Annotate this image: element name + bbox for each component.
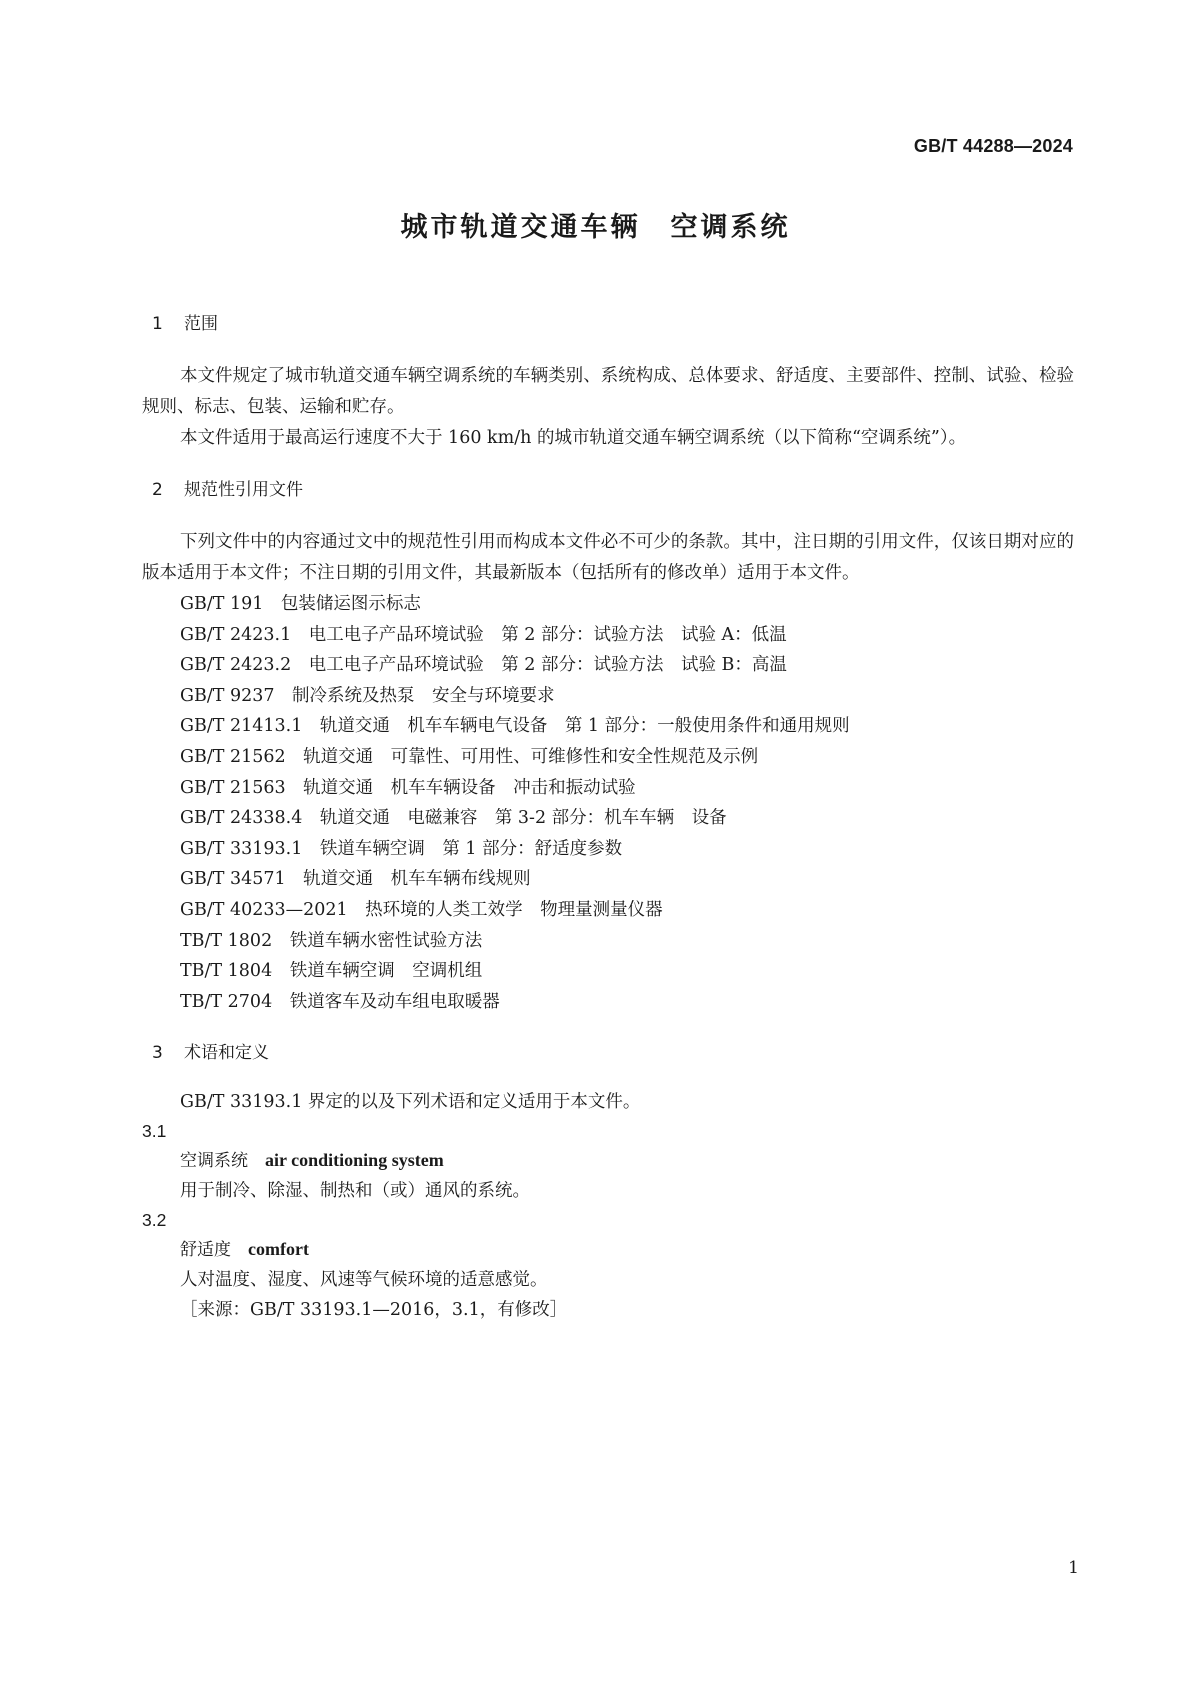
term-definition: 用于制冷、除湿、制热和（或）通风的系统。 (180, 1181, 530, 1202)
reference-list (142, 589, 1074, 1017)
reference-item: GB/T 2423.2 电工电子产品环境试验 第 2 部分：试验方法 试验 B：高温 (180, 655, 787, 676)
term-english: comfort (248, 1239, 309, 1260)
term-english: air conditioning system (265, 1150, 444, 1171)
section-title: 规范性引用文件 (184, 480, 303, 500)
reference-item: TB/T 1802 铁道车辆水密性试验方法 (180, 930, 483, 951)
section-title: 术语和定义 (184, 1043, 269, 1064)
section-heading-normative-references (152, 478, 1074, 502)
section-number: 2 (152, 480, 163, 500)
reference-item: GB/T 33193.1 铁道车辆空调 第 1 部分：舒适度参数 (180, 838, 623, 859)
standard-code: GB/T 44288—2024 (913, 136, 1073, 156)
reference-item: GB/T 21413.1 轨道交通 机车车辆电气设备 第 1 部分：一般使用条件和通用规则 (180, 716, 850, 737)
term-chinese: 舒适度 (180, 1240, 231, 1261)
reference-item: GB/T 2423.1 电工电子产品环境试验 第 2 部分：试验方法 试验 A：低温 (180, 624, 787, 645)
terms-intro: GB/T 33193.1 界定的以及下列术语和定义适用于本文件。 (180, 1092, 641, 1113)
reference-item: GB/T 9237 制冷系统及热泵 安全与环境要求 (180, 685, 555, 706)
reference-item: GB/T 24338.4 轨道交通 电磁兼容 第 3-2 部分：机车车辆 设备 (180, 808, 727, 829)
term-source-note: ［来源：GB/T 33193.1—2016，3.1，有修改］ (180, 1300, 568, 1321)
term-number: 3.1 (142, 1121, 167, 1142)
term-heading (142, 1234, 1074, 1265)
term-heading (142, 1145, 1074, 1176)
reference-item: GB/T 21562 轨道交通 可靠性、可用性、可维修性和安全性规范及示例 (180, 746, 759, 767)
references-intro: 下列文件中的内容通过文中的规范性引用而构成本文件必不可少的条款。其中，注日期的引用文件，仅该日期对应的版本适用于本文件；不注日期的引用文件，其最新版本（包括所有的修改单）适用于本文件。 (142, 532, 1074, 583)
scope-paragraph-2: 本文件适用于最高运行速度不大于 160 km/h 的城市轨道交通车辆空调系统（以下简称“空调系统”）。 (180, 428, 967, 448)
section-number: 1 (152, 314, 163, 334)
section-heading-terms-definitions (152, 1041, 1074, 1065)
reference-item: GB/T 21563 轨道交通 机车车辆设备 冲击和振动试验 (180, 777, 636, 798)
term-chinese: 空调系统 (180, 1151, 248, 1172)
reference-item: GB/T 40233—2021 热环境的人类工效学 物理量测量仪器 (180, 899, 663, 920)
term-definition: 人对温度、湿度、风速等气候环境的适意感觉。 (180, 1270, 548, 1291)
page-number: 1 (1068, 1558, 1079, 1578)
reference-item: GB/T 191 包装储运图示标志 (180, 594, 421, 614)
document-title: 城市轨道交通车辆 空调系统 (400, 212, 791, 243)
section-heading-scope (152, 312, 1074, 336)
reference-item: GB/T 34571 轨道交通 机车车辆布线规则 (180, 869, 531, 890)
document-body (142, 312, 1074, 1325)
reference-item: TB/T 2704 铁道客车及动车组电取暖器 (180, 991, 500, 1012)
scope-paragraph-1: 本文件规定了城市轨道交通车辆空调系统的车辆类别、系统构成、总体要求、舒适度、主要部件、控制、试验、检验规则、标志、包装、运输和贮存。 (142, 366, 1074, 417)
reference-item: TB/T 1804 铁道车辆空调 空调机组 (180, 961, 483, 982)
term-number: 3.2 (142, 1210, 167, 1231)
section-title: 范围 (184, 314, 218, 334)
section-number: 3 (152, 1043, 163, 1064)
